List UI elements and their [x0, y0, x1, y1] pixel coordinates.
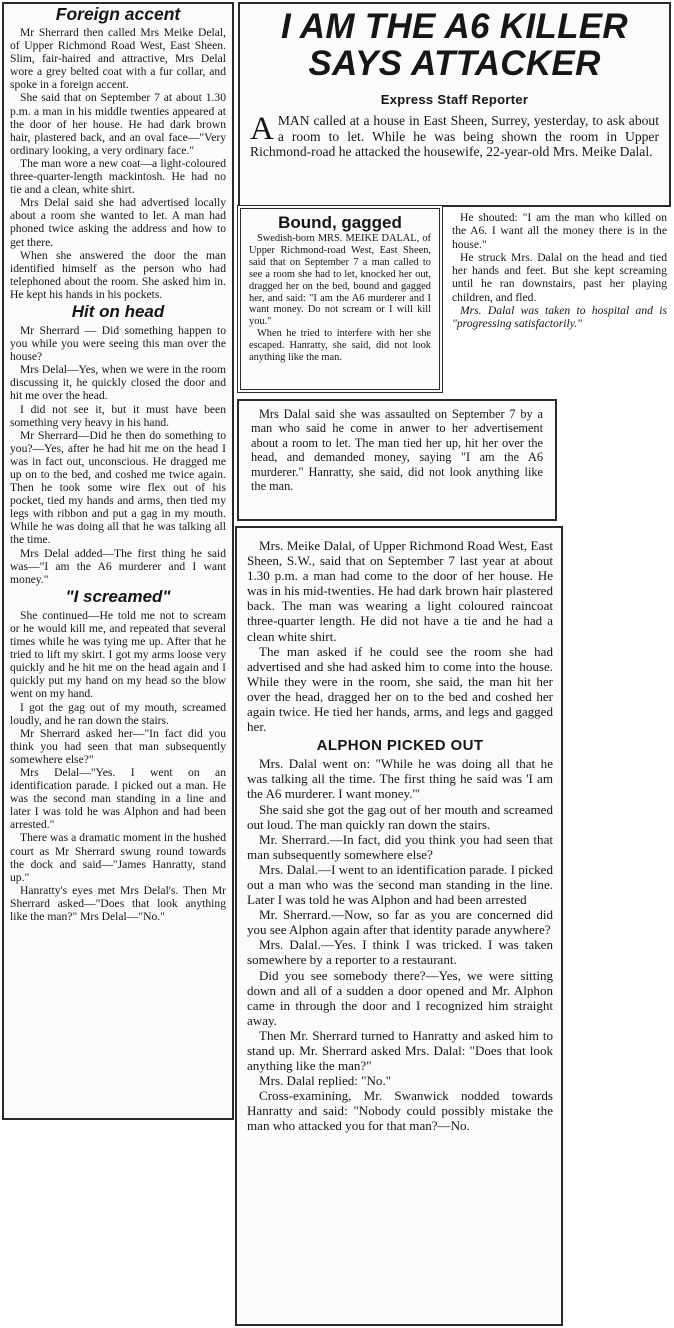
paragraph: Mr Sherrard then called Mrs Meike Delal, of Upper Richmond Road West, East Sheen. Slim, fair-haired and attractive, Mrs Delal wore a grey belted coat with a fur collar, and spoke in a foreign accent.	[10, 26, 226, 92]
paragraph: The man asked if he could see the room she had advertised and she had asked him to come into the house. While they were in the room, she said, the man hit her over the head, dragged her on to the bed and coshed her again twice. He tied her hands, arms, and legs and gagged her.	[247, 643, 553, 735]
clipping-headline-continued	[446, 207, 671, 387]
paragraph: I did not see it, but it must have been something very heavy in his hand.	[10, 402, 226, 429]
clipping-court-report	[2, 2, 234, 1120]
paragraph: Did you see somebody there?—Yes, we were sitting down and all of a sudden a door opened and Mr. Alphon came in through the door and I recognized him straight away.	[247, 967, 553, 1028]
drop-cap: A	[250, 111, 274, 147]
paragraph: She said that on September 7 at about 1.30 p.m. a man in his middle twenties appeared at the door of her house. He had dark brown hair, plastered back, and an oval face—"Very ordinary looking, a very ordinary face."	[10, 91, 226, 157]
clipping-long-report	[235, 526, 563, 1326]
paragraph: I got the gag out of my mouth, screamed loudly, and he ran down the stairs.	[10, 700, 226, 727]
paragraph: He struck Mrs. Dalal on the head and tied her hands and feet. But she kept screaming until he ran downstairs, past her playing children, and fled.	[452, 250, 667, 304]
lede-text: MAN called at a house in East Sheen, Surrey, yesterday, to ask about a room to let. While he was being shown the room in Upper Richmond-road he attacked the housewife, 22-year-old Mrs. Meike Dalal.	[250, 113, 659, 160]
paragraph: Cross-examining, Mr. Swanwick nodded towards Hanratty and said: "Nobody could possibly mistake the man who attacked you for that man?—No.	[247, 1088, 553, 1134]
paragraph: She said she got the gag out of her mouth and screamed out loud. The man quickly ran down the stairs.	[247, 801, 553, 832]
paragraph: Mr. Sherrard.—Now, so far as you are concerned did you see Alphon again after that identity parade anywhere?	[247, 907, 553, 938]
paragraph: Mrs. Dalal replied: "No."	[259, 1073, 392, 1089]
paragraph: Mrs. Dalal went on: "While he was doing all that he was talking all the time. The first thing he said was 'I am the A6 murderer. I want money.'"	[247, 756, 553, 802]
paragraph: Mr Sherrard — Did something happen to you while you were seeing this man over the house?	[10, 323, 226, 364]
paragraph: He shouted: "I am the man who killed on the A6. I want all the money there is in the house."	[452, 211, 667, 251]
paragraph: Mrs Dalal said she was assaulted on September 7 by a man who said he come in anwer to her advertisement about a room to let. The man tied her up, hit her over the head, and demanded money, saying "I am the A6 murderer." Hanratty, she said, did not look anything like the man.	[251, 407, 543, 494]
subhead-alphon-picked-out: ALPHON PICKED OUT	[316, 737, 484, 755]
subhead-hit-on-head: Hit on head	[71, 301, 165, 321]
paragraph: Mrs. Meike Dalal, of Upper Richmond Road West, East Sheen, S.W., said that on September 7 last year at about 1.30 p.m. a man had come to the door of her house. He was in his mid-twenties. He had dark brown hair plastered back. The man was wearing a light coloured raincoat three-quarter length. He did not have a tie and he had a clean white shirt.	[247, 538, 553, 644]
paragraph: Mrs Delal added—The first thing he said was—"I am the A6 murderer and I want money."	[10, 546, 226, 586]
byline: Express Staff Reporter	[380, 92, 529, 107]
subhead-i-screamed: "I screamed"	[65, 586, 171, 606]
paragraph: Mrs Delal said she had advertised locally about a room she wanted to let. A man had phoned twice asking the address and how to get there.	[10, 196, 226, 249]
paragraph: Mrs. Dalal.—Yes. I think I was tricked. I was taken somewhere by a reporter to a restaurant.	[247, 937, 553, 968]
paragraph: Mrs Delal—Yes, when we were in the room discussing it, he quickly closed the door and hit me over the head.	[10, 363, 226, 403]
subhead-foreign-accent: Foreign accent	[55, 4, 181, 24]
paragraph: She continued—He told me not to scream or he would kill me, and repeated that several times while he was tying me up. After that he tried to lift my skirt. I got my arms loose very quickly and he hit me on the head again and I quickly put my hand on my head so the blow went on my hand.	[10, 608, 226, 701]
box-heading: Bound, gagged	[278, 213, 402, 232]
headline-line-2: SAYS ATTACKER	[308, 44, 601, 83]
paragraph: Mr Sherrard asked her—"In fact did you think you had seen that man subsequently somewhere else?"	[10, 726, 226, 766]
paragraph: When she answered the door the man identified himself as the person who had telephoned about the room. She asked him in. He kept his hands in his pockets.	[10, 248, 226, 301]
paragraph: Mrs. Dalal.—I went to an identification parade. I picked out a man who was the second man standing in the line. Later I was told he was Alphon and had been arrested	[247, 861, 553, 908]
paragraph-closing: Mrs. Dalal was taken to hospital and is "progressing satisfactorily."	[452, 304, 667, 331]
clipping-short-report	[237, 399, 557, 521]
paragraph: Mr. Sherrard.—In fact, did you think you had seen that man subsequently somewhere else?	[247, 831, 553, 862]
paragraph: Mr Sherrard—Did he then do something to you?—Yes, after he had hit me on the head I was in fact out, unconscious. He dragged me up on to the bed, and coshed me twice again. Then he took some wire flex out of his pocket, tied my hands and arms, then tied my legs with ribbon and put a gag in my mouth. While he was doing all that he was talking all the time.	[10, 428, 226, 547]
paragraph: Swedish-born MRS. MEIKE DALAL, of Upper Richmond-road West, East Sheen, said that on September 7 a man called to see a room she had to let, knocked her out, dragged her on the bed, bound and gagged her, and said: "I am the A6 murderer and I want money. Do not scream or I will kill you."	[249, 233, 431, 328]
lede-paragraph	[250, 113, 659, 160]
paragraph: When he tried to interfere with her she escaped. Hanratty, she said, did not look anything like the man.	[249, 328, 431, 364]
headline-line-1: I AM THE A6 KILLER	[281, 7, 628, 46]
paragraph: The man wore a new coat—a light-coloured three-quarter-length mackintosh. He had no tie and a clean, white shirt.	[10, 156, 226, 197]
paragraph: Then Mr. Sherrard turned to Hanratty and asked him to stand up. Mr. Sherrard asked Mrs. Dalal: "Does that look anything like the man?"	[247, 1027, 553, 1074]
paragraph: Hanratty's eyes met Mrs Delal's. Then Mr Sherrard asked—"Does that look anything like the man?" Mrs Delal—"No."	[10, 883, 226, 923]
paragraph: Mrs Delal—"Yes. I went on an identification parade. I picked out a man. He was the second man standing in a line and later I was told he was Alphon and had been arrested."	[10, 765, 226, 832]
clipping-bound-gagged	[237, 205, 443, 393]
paragraph: There was a dramatic moment in the hushed court as Mr Sherrard swung round towards the dock and said—"James Hanratty, stand up."	[10, 831, 226, 884]
clipping-headline	[238, 2, 671, 207]
